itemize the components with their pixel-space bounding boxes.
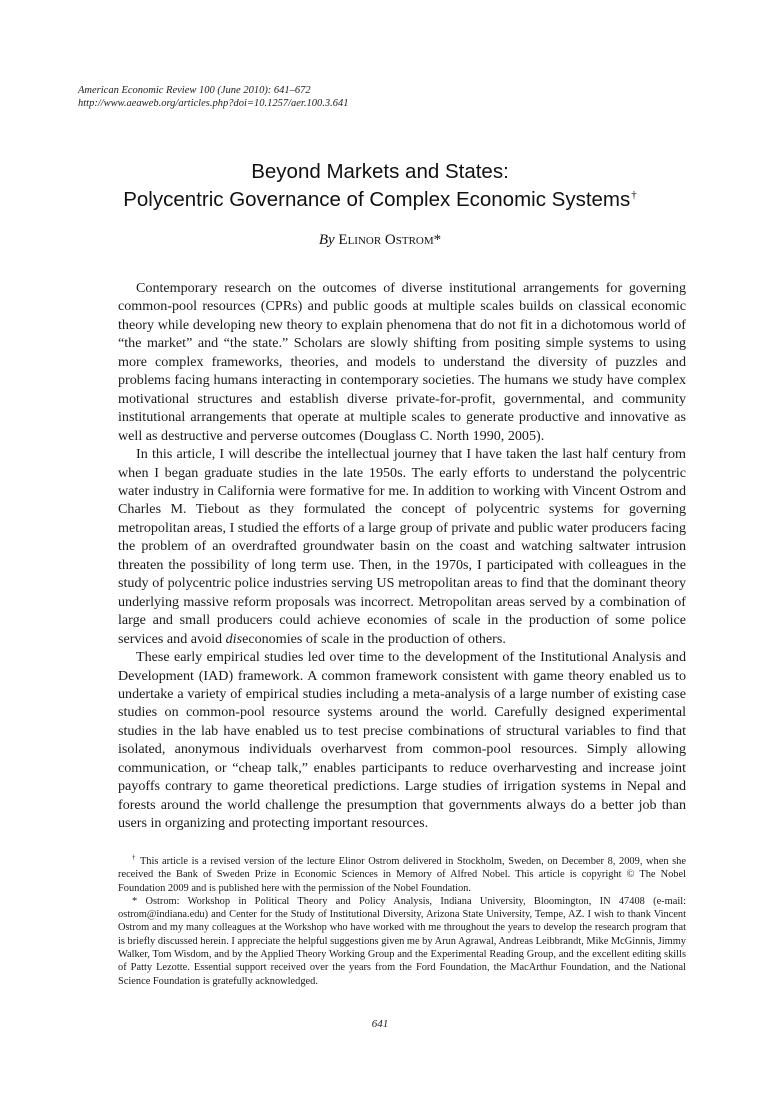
para2-text-a: In this article, I will describe the intellectual journey that I have taken the last half century from when I began graduate studies in the late 1950s. The early efforts to understand the polycentric water industry in California were formative for me. In addition to working with Vincent Ostrom and Charles M. Tiebout as they formulated the concept of polycentric systems for governing metropolitan areas, I studied the efforts of a large group of private and public water producers facing the problem of an overdrafted groundwater basin on the coast and watching saltwater intrusion threaten the possibility of long term use. Then, in the 1970s, I participated with colleagues in the study of polycentric police industries serving US metropolitan areas to find that the dominant theory underlying massive reform proposals was incorrect. Metropolitan areas served by a combination of large and small producers could achieve economies of scale in the production of some police services and avoid: [118, 446, 686, 647]
body-paragraph-1: Contemporary research on the outcomes of diverse institutional arrangements for governing common-pool resources (CPRs) and public goods at multiple scales builds on classical economic theory while developing new theory to explain phenomena that do not fit in a dichotomous world of “the market” and “the state.” Scholars are slowly shifting from positing simple systems to using more complex frameworks, theories, and models to understand the diversity of puzzles and problems facing humans interacting in contemporary societies. The humans we study have complex motivational structures and establish diverse private-for-profit, governmental, and community institutional arrangements that operate at multiple scales to generate productive and innovative as well as destructive and perverse outcomes (Douglass C. North 1990, 2005).: [118, 280, 686, 444]
footnote-star: * Ostrom: Workshop in Political Theory and Policy Analysis, Indiana University, Bloomington, IN 47408 (e-mail: ostrom@indiana.edu) and Center for the Study of Institutional Diversity, Arizona State University, Tempe, AZ. I wish to thank Vincent Ostrom and my many colleagues at the Workshop who have worked with me throughout the years to develop the research program that is briefly discussed herein. I appreciate the helpful suggestions given me by Arun Agrawal, Andreas Leibbrandt, Mike McGinnis, Jimmy Walker, Tom Wisdom, and by the Applied Theory Working Group and the Experimental Reading Group, and the excellent editing skills of Patty Lezotte. Essential support received over the years from the Ford Foundation, the MacArthur Foundation, and the National Science Foundation is gratefully acknowledged.: [118, 895, 686, 987]
article-title: [0, 158, 760, 214]
footnote-dagger-text: This article is a revised version of the lecture Elinor Ostrom delivered in Stockholm, Sweden, on December 8, 2009, when she received the Bank of Sweden Prize in Economic Sciences in Memory of Alfred Nobel. This article is copyright © The Nobel Foundation 2009 and is published here with the permission of the Nobel Foundation.: [118, 856, 686, 894]
footnote-dagger: [118, 855, 686, 895]
body-paragraph-3: These early empirical studies led over time to the development of the Institutional Analysis and Development (IAD) framework. A common framework consistent with game theory enabled us to undertake a variety of empirical studies including a meta-analysis of a large number of existing case studies on common-pool resource systems around the world. Carefully designed experimental studies in the lab have enabled us to test precise combinations of structural variables to find that isolated, anonymous individuals overharvest from common-pool resources. Simply allowing communication, or “cheap talk,” enables participants to reduce overharvesting and increase joint payoffs contrary to game theoretical predictions. Large studies of irrigation systems in Nepal and forests around the world challenge the presumption that governments always do a better job than users in organizing and protecting important resources.: [118, 649, 686, 832]
title-line-2: [0, 186, 760, 214]
article-body: [118, 279, 686, 833]
title-dagger-mark: †: [631, 189, 637, 202]
journal-header: [78, 84, 348, 110]
doi-url: http://www.aeaweb.org/articles.php?doi=10.1257/aer.100.3.641: [78, 98, 349, 109]
author-star-mark: *: [433, 232, 442, 248]
footnotes: [118, 855, 686, 988]
body-paragraph-2: [118, 445, 686, 648]
para2-italic-dis: dis: [225, 630, 243, 647]
byline-by: By: [318, 232, 335, 248]
title-line-2-text: Polycentric Governance of Complex Economic Systems: [123, 188, 631, 211]
author-byline: [0, 232, 760, 249]
author-name: Elinor Ostrom: [338, 232, 434, 248]
title-line-1: Beyond Markets and States:: [251, 160, 509, 183]
para2-text-b: economies of scale in the production of others.: [242, 630, 506, 647]
journal-citation: American Economic Review 100 (June 2010): 641–672: [78, 85, 311, 96]
footnote-dagger-mark: †: [132, 853, 137, 862]
page-number: 641: [371, 1018, 389, 1030]
